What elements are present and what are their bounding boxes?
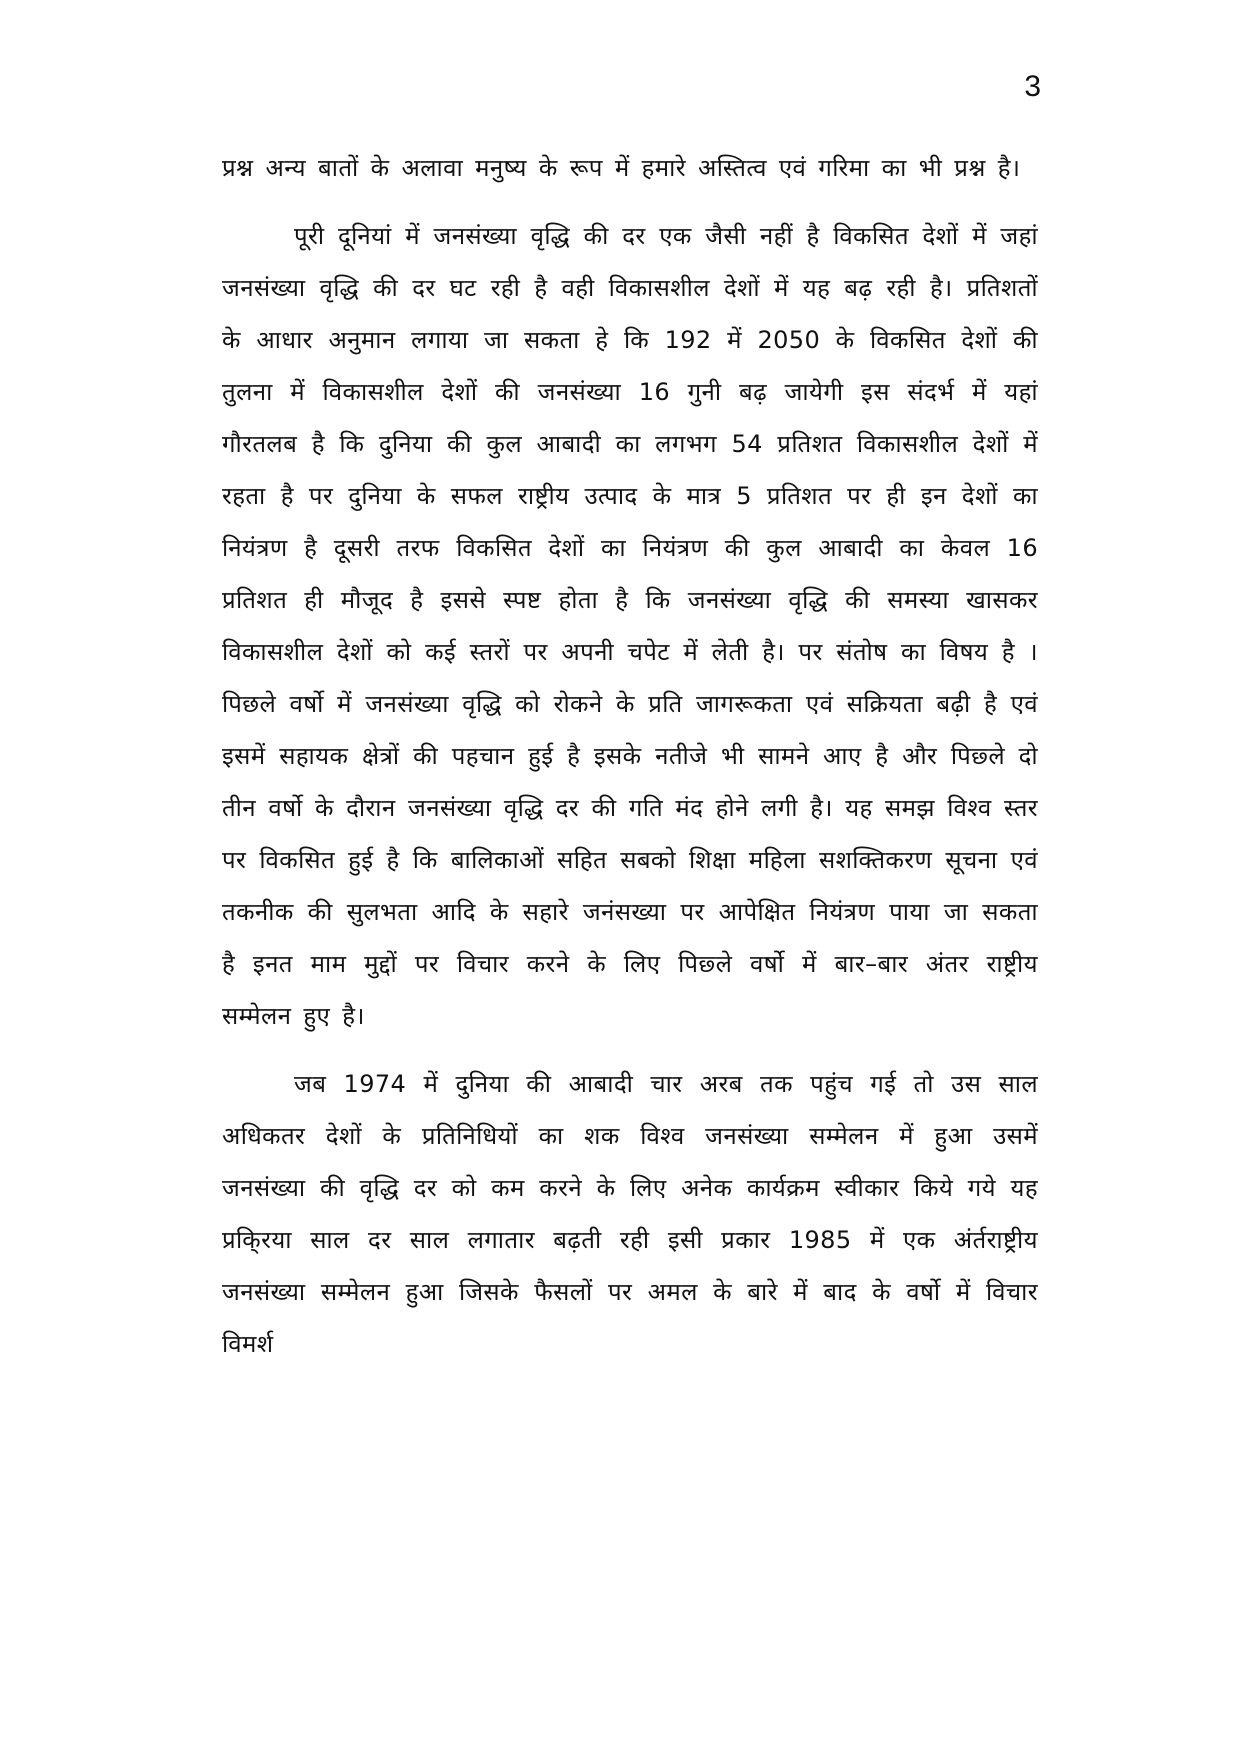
paragraph-1: प्रश्न अन्य बातों के अलावा मनुष्य के रूप में हमारे अस्तित्व एवं गरिमा का भी प्रश्न है। bbox=[222, 154, 1021, 182]
page-body bbox=[222, 142, 1038, 1370]
paragraph-3: जब 1974 में दुनिया की आबादी चार अरब तक पहुंच गई तो उस साल अधिकतर देशों के प्रतिनिधियों का शक विश्व जनसंख्या सम्मेलन में हुआ उसमें जनसंख्या की वृद्धि दर को कम करने के लिए अनेक कार्यक्रम स्वीकार किये गये यह प्रकि्रया साल दर साल लगातार बढ़ती रही इसी प्रकार 1985 में एक अंर्तराष्ट्रीय जनसंख्या सम्मेलन हुआ जिसके फैसलों पर अमल के बारे में बाद के वर्षो में विचार विमर्श bbox=[222, 1070, 1038, 1358]
paragraph-2: पूरी दूनियां में जनसंख्या वृद्धि की दर एक जैसी नहीं है विकसित देशों में जहां जनसंख्या वृद्धि की दर घट रही है वही विकासशील देशों में यह बढ़ रही है। प्रतिशतों के आधार अनुमान लगाया जा सकता हे कि 192 में 2050 के विकसित देशों की तुलना में विकासशील देशों की जनसंख्या 16 गुनी बढ़ जायेगी इस संदर्भ में यहां गौरतलब है कि दुनिया की कुल आबादी का लगभग 54 प्रतिशत विकासशील देशों में रहता है पर दुनिया के सफल राष्ट्रीय उत्पाद के मात्र 5 प्रतिशत पर ही इन देशों का नियंत्रण है दूसरी तरफ विकसित देशों का नियंत्रण की कुल आबादी का केवल 16 प्रतिशत ही मौजूद है इससे स्पष्ट होता है कि जनसंख्या वृद्धि की समस्या खासकर विकासशील देशों को कई स्तरों पर अपनी चपेट में लेती है। पर संतोष का विषय है । पिछले वर्षो में जनसंख्या वृद्धि को रोकने के प्रति जागरूकता एवं सक्रियता बढ़ी है एवं इसमें सहायक क्षेत्रों की पहचान हुई है इसके नतीजे भी सामने आए है और पिछ्ले दो तीन वर्षो के दौरान जनसंख्या वृद्धि दर की गति मंद होने लगी है। यह समझ विश्व स्तर पर विकसित हुई है कि बालिकाओं सहित सबको शिक्षा महिला सशक्तिकरण सूचना एवं तकनीक की सुलभता आदि के सहारे जनंसख्या पर आपेक्षित नियंत्रण पाया जा सकता है इनत माम मुद्दों पर विचार करने के लिए पिछ्ले वर्षो में बार–बार अंतर राष्ट्रीय सम्मेलन हुए है। bbox=[222, 222, 1038, 1030]
page-number: 3 bbox=[1024, 70, 1041, 103]
